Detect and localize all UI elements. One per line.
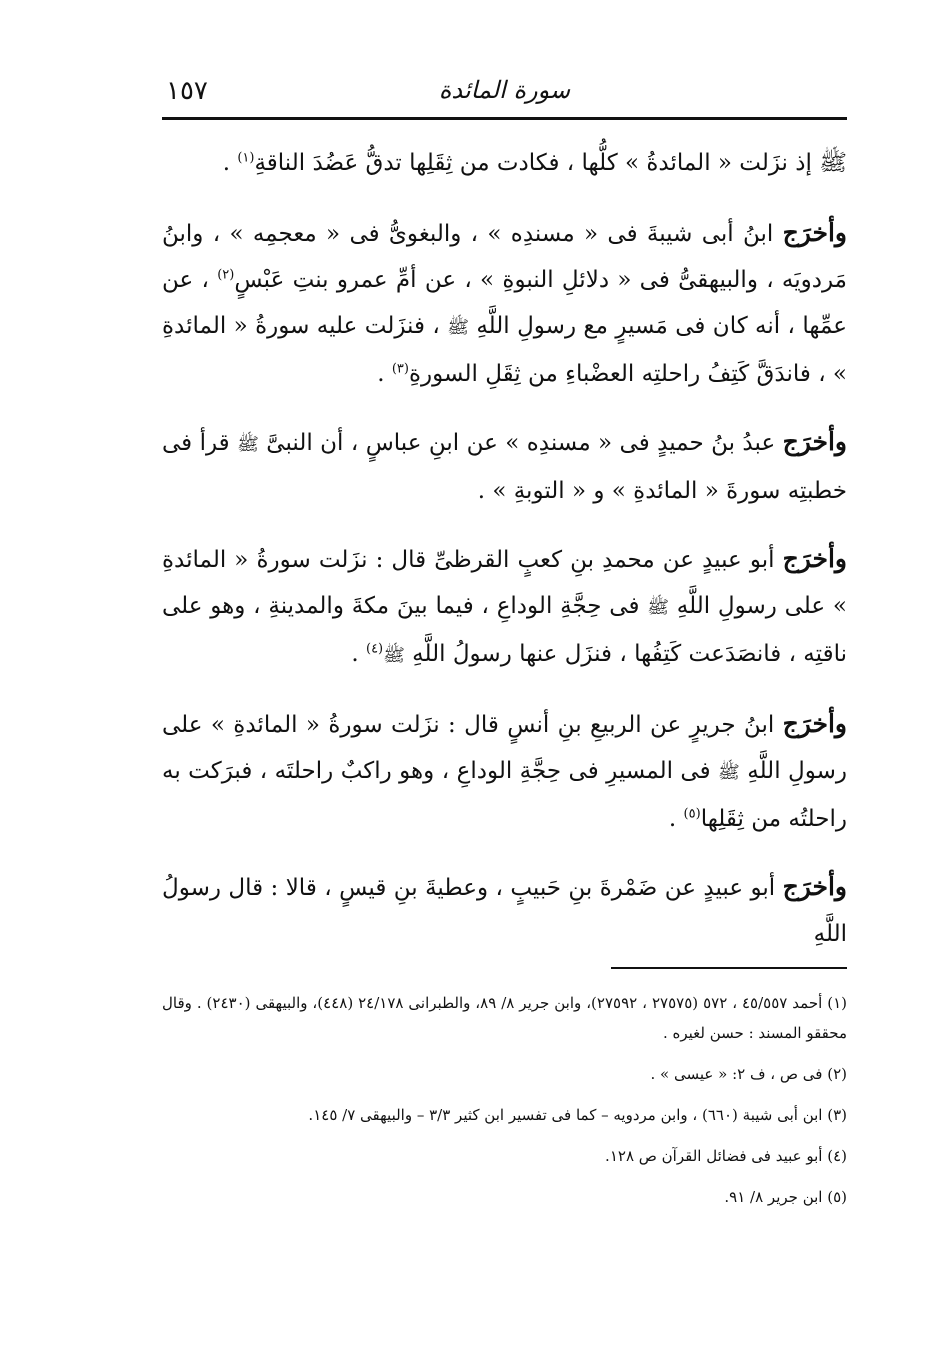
lead-word: وأخرَج — [782, 709, 847, 738]
paragraph-text: ﷺ إذ نزَلت « المائدةُ » كلُّها ، فكادت من ثِقَلِها تدقُّ عَضُدَ الناقةِ — [254, 150, 847, 176]
footnote-ref: (٣) — [391, 361, 409, 377]
honorific-glyph: ﷺ — [718, 762, 740, 783]
paragraph-text: ، عن عمِّها ، أنه كان فى مَسيرٍ مع رسولِ اللَّهِ — [162, 267, 847, 339]
paragraph-end: . — [668, 806, 684, 832]
footnote-1: (١) أحمد ٤٥/٥٥٧ ، ٥٧٢ (٢٧٥٧٥ ، ٢٧٥٩٢)، وابن جرير ٨/ ٨٩، والطبرانى ٢٤/١٧٨ (٤٤٨)، والبيهقى (٢٤٣٠) . وقال محققو المسند : حسن لغيره . — [162, 994, 848, 1042]
paragraph-end: . — [222, 150, 238, 176]
page-header — [162, 74, 847, 114]
lead-word: وأخرَج — [782, 427, 847, 456]
paragraph-2 — [162, 210, 847, 397]
footnote-4: (٤) أبو عبيد فى فضائل القرآن ص ١٢٨. — [605, 1147, 847, 1165]
honorific-glyph: ﷺ — [447, 317, 469, 338]
paragraph-end: . — [351, 641, 366, 667]
page-number: ١٥٧ — [166, 76, 208, 106]
footnote-ref: (٤) — [365, 641, 384, 657]
footnote-2: (٢) فى ص ، ف ٢: « عيسى » . — [650, 1065, 847, 1083]
paragraph-text: ابنُ جريرٍ عن الربيعِ بنِ أنسٍ قال : نزَلت سورةُ « المائدةِ » على رسولِ اللَّهِ — [162, 712, 848, 784]
footnote-separator — [611, 967, 847, 969]
paragraph-1 — [162, 140, 847, 186]
header-rule — [162, 117, 847, 120]
paragraph-text: أبو عبيدٍ عن محمدِ بنِ كعبٍ القرظىِّ قال : نزَلت سورةُ « المائدةِ » على رسولِ اللَّهِ — [162, 547, 847, 619]
honorific-glyph: ﷺ — [383, 645, 405, 666]
paragraph-text: أبو عبيدٍ عن ضَمْرةَ بنِ حَبيبٍ ، وعطيةَ بنِ قيسٍ ، قالا : قال رسولُ اللَّهِ — [162, 875, 847, 947]
paragraph-5 — [162, 701, 847, 842]
lead-word: وأخرَج — [782, 218, 847, 247]
lead-word: وأخرَج — [782, 544, 847, 573]
paragraph-4 — [162, 536, 847, 679]
lead-word: وأخرَج — [782, 872, 847, 901]
paragraph-text: ابنُ أبى شيبةَ فى « مسندِه » ، والبغوىُّ فى « معجمِه » ، وابنُ مَردويَه ، والبيهقىُّ فى « دلائلِ النبوةِ » ، عن أمِّ عمرو بنتِ عَبْسٍ — [162, 221, 847, 293]
paragraph-end: . — [377, 361, 392, 387]
footnote-ref: (١) — [237, 150, 255, 166]
running-title: سورة المائدة — [438, 76, 571, 104]
paragraph-3 — [162, 419, 847, 514]
paragraph-text: فى المسيرِ فى حِجَّةِ الوداعِ ، وهو راكبٌ راحلتَه ، فبرَكت به راحلتُه من ثِقَلِها — [162, 758, 847, 832]
footnote-5: (٥) ابن جرير ٨/ ٩١. — [724, 1188, 847, 1206]
paragraph-text: فى حِجَّةِ الوداعِ ، فيما بينَ مكةَ والمدينةِ ، وهو على ناقتِه ، فانصَدَعت كَتِفُها ، فنزَل عنها رسولُ اللَّهِ — [162, 593, 847, 667]
paragraph-text: قرأ فى خطبتِه سورةَ « المائدةِ » و « التوبةِ » . — [162, 430, 847, 504]
paragraph-6 — [162, 864, 847, 957]
footnote-3: (٣) ابن أبى شيبة (٦٦٠) ، وابن مردويه – كما فى تفسير ابن كثير ٣/٣ – والبيهقى ٧/ ١٤٥. — [308, 1106, 847, 1124]
footnote-ref: (٥) — [683, 806, 701, 822]
paragraph-text: عبدُ بنُ حميدٍ فى « مسندِه » عن ابنِ عباسٍ ، أن النبىَّ — [258, 430, 783, 456]
paragraph-text: ، فنزَلت عليه سورةُ « المائدةِ » ، فاندَقَّ كَتِفُ راحلتِه العضْباءِ من ثِقَلِ السورةِ — [162, 313, 847, 387]
main-text — [162, 140, 847, 979]
footnote-ref: (٢) — [217, 267, 235, 283]
footnotes — [162, 988, 847, 1223]
honorific-glyph: ﷺ — [647, 597, 669, 618]
honorific-glyph: ﷺ — [237, 434, 259, 455]
